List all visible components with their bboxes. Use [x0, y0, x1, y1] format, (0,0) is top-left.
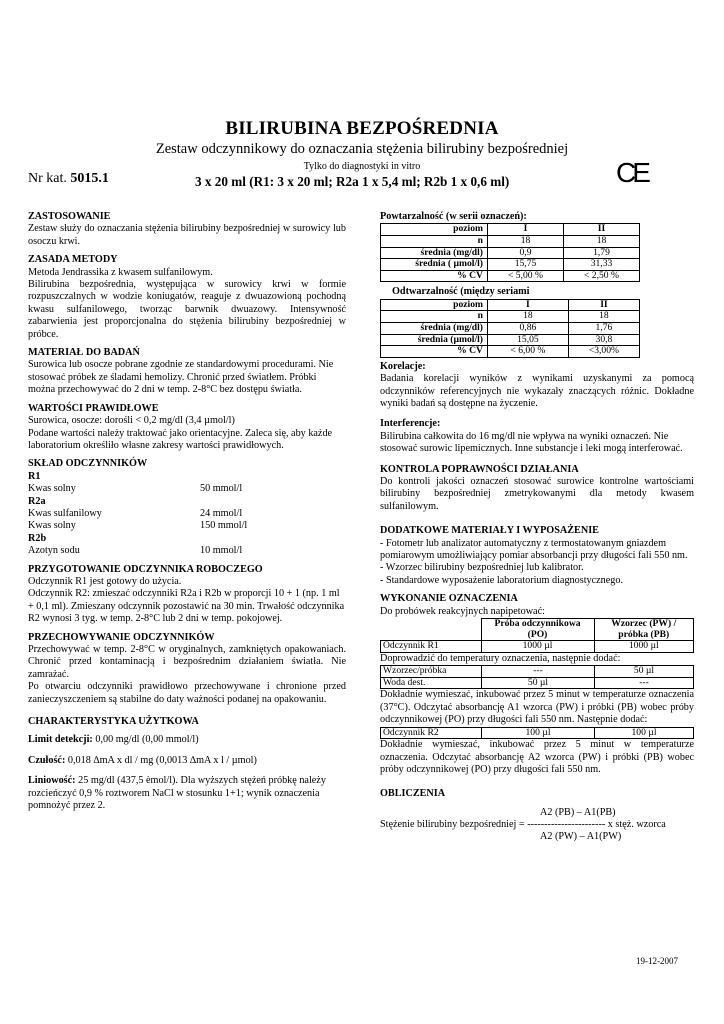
table-header-cell: Wzorzec (PW) / próbka (PB) — [594, 619, 694, 641]
table-cell: 100 µl — [595, 727, 694, 739]
section-heading-wykonanie: WYKONANIE OZNACZENIA — [380, 593, 518, 605]
left-column — [28, 211, 346, 812]
wykonanie-table-3 — [380, 727, 694, 740]
reagent-row — [28, 545, 346, 557]
table-cell: średnia (mg/dl) — [381, 247, 488, 259]
table-cell: < 5,00 % — [488, 270, 564, 282]
wykonanie-step-4: Dokładnie wymieszać, inkubować przez 5 minut w temperaturze oznaczenia. Odczytać absorbancję A2 wzorca (PW) i próbki (PB) wobec próby odczynnikowej (PO) przy długości fali 550 nm. — [380, 739, 694, 776]
przygotowanie-text-1: Odczynnik R1 jest gotowy do użycia. — [28, 575, 182, 587]
table-cell: 1,76 — [568, 322, 639, 334]
section-heading-zastosowanie: ZASTOSOWANIE — [28, 211, 111, 222]
reagent-conc: 10 mmol/l — [200, 545, 243, 557]
table-cell: średnia (µmol/l) — [381, 334, 488, 346]
powtarzalnosc-table — [380, 223, 640, 282]
table-cell: n — [381, 236, 488, 248]
table-cell: < 2,50 % — [564, 270, 640, 282]
table-cell: --- — [482, 666, 595, 678]
wartosci-text-2: Podane wartości należy traktować jako orientacyjne. Zaleca się, aby każde laboratorium określiło własne zakresy wartości prawidłowych. — [28, 427, 333, 451]
calculation-formula — [380, 807, 694, 843]
przygotowanie-text-2: Odczynnik R2: zmieszać odczynniki R2a i R2b w proporcji 10 + 1 (np. 1 ml + 0,1 ml). Zmieszany odczynnik pozostawić na 30 min. Trwałość odczynnika R2 wynosi 3 tyg. w temp. 2-8°C lub 2 dni w temp. pokojowej. — [28, 588, 345, 625]
table-row — [381, 311, 640, 323]
table-cell: 0,9 — [488, 247, 564, 259]
material-text: Surowica lub osocze pobrane zgodnie ze standardowymi procedurami. Nie stosować próbek ze śladami hemolizy. Chronić przed światłem. Próbki można przechowywać do 2 dni w temp. 2-8°C bez dostępu światła. — [28, 359, 334, 396]
pack-size: 3 x 20 ml (R1: 3 x 20 ml; R2a 1 x 5,4 ml; R2b 1 x 0,6 ml) — [195, 174, 510, 189]
table-cell: 50 µl — [595, 666, 694, 678]
korelacje-text: Badania korelacji wyników z wynikami uzyskanymi za pomocą odczynników referencyjnych nie wykazały znaczących różnic. Dokładne wyniki badań są dostępne na życzenie. — [380, 373, 694, 409]
document-title: BILIRUBINA BEZPOŚREDNIA — [225, 118, 499, 139]
reagent-conc: 24 mmol/l — [200, 507, 243, 519]
table-row — [381, 677, 694, 689]
czulosc-value: 0,018 ∆mA x dl / mg (0,0013 ∆mA x l / µmol) — [67, 754, 257, 766]
catalog-label: Nr kat. — [28, 171, 67, 186]
table-row — [381, 666, 694, 678]
table-cell: 1000 µl — [594, 641, 694, 653]
table-header-cell: I — [488, 299, 569, 311]
przechowywanie-text-2: Po otwarciu odczynniki prawidłowo przechowywane i chronione przed zanieczyszczeniem są stabilne do daty ważności podanej na opakowaniu. — [28, 681, 346, 705]
czulosc — [28, 755, 346, 767]
limit-value: 0,00 mg/dl (0,00 mmol/l) — [95, 734, 199, 746]
table-cell: --- — [595, 677, 694, 689]
dodatkowe-text-2: - Wzorzec bilirubiny bezpośredniej lub kalibrator. — [380, 562, 584, 574]
table-cell: 18 — [488, 311, 569, 323]
liniowosc — [28, 775, 346, 812]
right-column — [380, 211, 694, 843]
zasada-text-2: Bilirubina bezpośrednia, występująca w surowicy krwi w formie rozpuszczalnych w wodzie koniugatów, reaguje z dwuazowioną pochodną kwasu sulfanilowego, tworząc barwnik dwuazowy. Intensywność zabarwienia jest proporcjonalna do stężenia bilirubiny bezpośredniej w próbce. — [28, 279, 346, 340]
table-header-cell: I — [488, 224, 564, 236]
table-cell: 1,79 — [564, 247, 640, 259]
wykonanie-table-1 — [380, 618, 694, 653]
kontrola-text: Do kontroli jakości oznaczeń stosować surowice kontrolne wartościami bilirubiny bezpośredniej zmetrykowanymi dla metody kwasem sulfanilowym. — [380, 476, 694, 512]
reagent-conc: 50 mmol/l — [200, 483, 243, 495]
interferencje-heading: Interferencje: — [380, 418, 441, 430]
table-cell: 31,33 — [564, 259, 640, 271]
korelacje-heading: Korelacje: — [380, 360, 426, 372]
table-cell: 15,75 — [488, 259, 564, 271]
reagent-r2a-label: R2a — [28, 495, 46, 507]
table-cell: 18 — [488, 236, 564, 248]
liniowosc-label: Liniowość: — [28, 775, 76, 787]
formula-denominator: A2 (PW) – A1(PW) — [540, 830, 622, 842]
table-cell: 15,05 — [488, 334, 569, 346]
table-cell: 18 — [564, 236, 640, 248]
wartosci-text-1: Surowica, osocze: dorośli < 0,2 mg/dl (3,4 µmol/l) — [28, 415, 235, 427]
table-header-row — [381, 224, 640, 236]
table-cell: Woda dest. — [381, 677, 482, 689]
reagent-name: Kwas solny — [28, 520, 76, 532]
table-cell: 50 µl — [482, 677, 595, 689]
ivd-note: Tylko do diagnostyki in vitro — [303, 161, 421, 172]
table-row — [381, 322, 640, 334]
reagent-r2b-label: R2b — [28, 532, 47, 544]
powtarzalnosc-heading: Powtarzalność (w serii oznaczeń): — [380, 211, 527, 222]
section-heading-sklad: SKŁAD ODCZYNNIKÓW — [28, 458, 148, 470]
table-cell: średnia ( µmol/l) — [381, 259, 488, 271]
przechowywanie-text-1: Przechowywać w temp. 2-8°C w oryginalnych, zamkniętych opakowaniach. Chronić przed kontaminacją i bezpośrednim działaniem światła. Nie zamrażać. — [28, 644, 346, 680]
table-cell: % CV — [381, 346, 488, 358]
dodatkowe-text-3: - Standardowe wyposażenie laboratorium diagnostycznego. — [380, 574, 624, 586]
section-heading-obliczenia: OBLICZENIA — [380, 788, 446, 800]
table-header-cell: poziom — [381, 224, 488, 236]
catalog-value: 5015.1 — [70, 171, 109, 186]
table-row — [381, 236, 640, 248]
table-header-cell: II — [564, 224, 640, 236]
czulosc-label: Czułość: — [28, 754, 66, 766]
table-row — [381, 334, 640, 346]
zastosowanie-text: Zestaw służy do oznaczania stężenia bilirubiny bezpośredniej w surowicy lub osoczu krwi. — [28, 223, 346, 247]
reagent-row — [28, 520, 346, 532]
ce-mark-icon: CE — [616, 157, 647, 188]
table-cell: < 6,00 % — [488, 346, 569, 358]
table-cell: 30,8 — [568, 334, 639, 346]
limit-label: Limit detekcji: — [28, 734, 93, 746]
dodatkowe-text-1: - Fotometr lub analizator automatyczny z termostatowanym gniazdem pomiarowym umożliwiający pomiar absorbancji przy długości fali 550 nm. — [380, 537, 688, 562]
reagent-row — [28, 508, 346, 520]
table-row — [381, 247, 640, 259]
odtwarzalnosc-table — [380, 299, 640, 358]
table-cell: 0,86 — [488, 322, 569, 334]
table-cell: 100 µl — [482, 727, 595, 739]
table-cell: % CV — [381, 270, 488, 282]
table-cell: Odczynnik R1 — [381, 641, 482, 653]
formula-numerator: A2 (PB) – A1(PB) — [540, 806, 616, 818]
table-header-row — [381, 299, 640, 311]
table-cell: Odczynnik R2 — [381, 727, 482, 739]
section-heading-zasada: ZASADA METODY — [28, 254, 118, 266]
table-header-row — [381, 619, 694, 641]
section-heading-kontrola: KONTROLA POPRAWNOŚCI DZIAŁANIA — [380, 463, 579, 475]
section-heading-charakterystyka: CHARAKTERYSTYKA UŻYTKOWA — [28, 716, 199, 728]
liniowosc-value: 25 mg/dl (437,5 èmol/l). Dla wyższych stężeń próbkę należy rozcieńczyć 0,9 % roztworem NaCl w stosunku 1+1; wynik oznaczenia pomnożyć przez 2. — [28, 775, 326, 812]
odtwarzalnosc-heading: Odtwarzalność (między seriami — [392, 286, 530, 298]
reagent-name: Kwas sulfanilowy — [28, 507, 102, 519]
wykonanie-intro: Do probówek reakcyjnych napipetować: — [380, 605, 545, 617]
table-row — [381, 346, 640, 358]
section-heading-wartosci: WARTOŚCI PRAWIDŁOWE — [28, 402, 159, 414]
table-header-cell: Próba odczynnikowa (PO) — [481, 619, 594, 641]
document-subtitle: Zestaw odczynnikowy do oznaczania stężenia bilirubiny bezpośredniej — [155, 141, 569, 157]
reagent-name: Azotyn sodu — [28, 545, 80, 557]
table-cell: 18 — [568, 311, 639, 323]
table-cell: <3,00% — [568, 346, 639, 358]
section-heading-material: MATERIAŁ DO BADAŃ — [28, 347, 140, 359]
table-row — [381, 641, 694, 653]
reagent-row — [28, 483, 346, 495]
wykonanie-step-2: Doprowadzić do temperatury oznaczenia, następnie dodać: — [380, 652, 621, 664]
table-cell: średnia (mg/dl) — [381, 322, 488, 334]
table-row — [381, 727, 694, 739]
catalog-number — [28, 171, 109, 187]
table-cell: Wzorzec/próbka — [381, 666, 482, 678]
wykonanie-table-2 — [380, 665, 694, 689]
section-heading-przygotowanie: PRZYGOTOWANIE ODCZYNNIKA ROBOCZEGO — [28, 563, 263, 575]
reagent-name: Kwas solny — [28, 483, 76, 495]
wykonanie-step-3: Dokładnie wymieszać, inkubować przez 5 minut w temperaturze oznaczenia (37°C). Odczytać absorbancję A1 wzorca (PW) i próbki (PB) wobec próby odczynnikowej (PO) przy długości fali 550 nm. Następnie dodać: — [380, 689, 694, 726]
reagent-r1-label: R1 — [28, 470, 41, 482]
table-cell: 1000 µl — [481, 641, 594, 653]
table-row — [381, 259, 640, 271]
limit-detekcji — [28, 734, 346, 746]
document-date: 19-12-2007 — [636, 956, 678, 966]
section-heading-przechowywanie: PRZECHOWYWANIE ODCZYNNIKÓW — [28, 631, 215, 643]
zasada-text-1: Metoda Jendrassika z kwasem sulfanilowym. — [28, 266, 213, 278]
reagent-conc: 150 mmol/l — [200, 520, 248, 532]
table-header-cell: II — [568, 299, 639, 311]
table-row — [381, 270, 640, 282]
table-header-cell: poziom — [381, 299, 488, 311]
section-heading-dodatkowe: DODATKOWE MATERIAŁY I WYPOSAŻENIE — [380, 525, 599, 537]
interferencje-text: Bilirubina całkowita do 16 mg/dl nie wpływa na wyniki oznaczeń. Nie stosować surowic lipemicznych. Inne substancje i leki mogą interferować. — [380, 430, 683, 455]
table-header-cell — [381, 619, 482, 641]
formula-main-line: Stężenie bilirubiny bezpośredniej = ----------------------- x stęż. wzorca — [380, 818, 666, 830]
table-cell: n — [381, 311, 488, 323]
